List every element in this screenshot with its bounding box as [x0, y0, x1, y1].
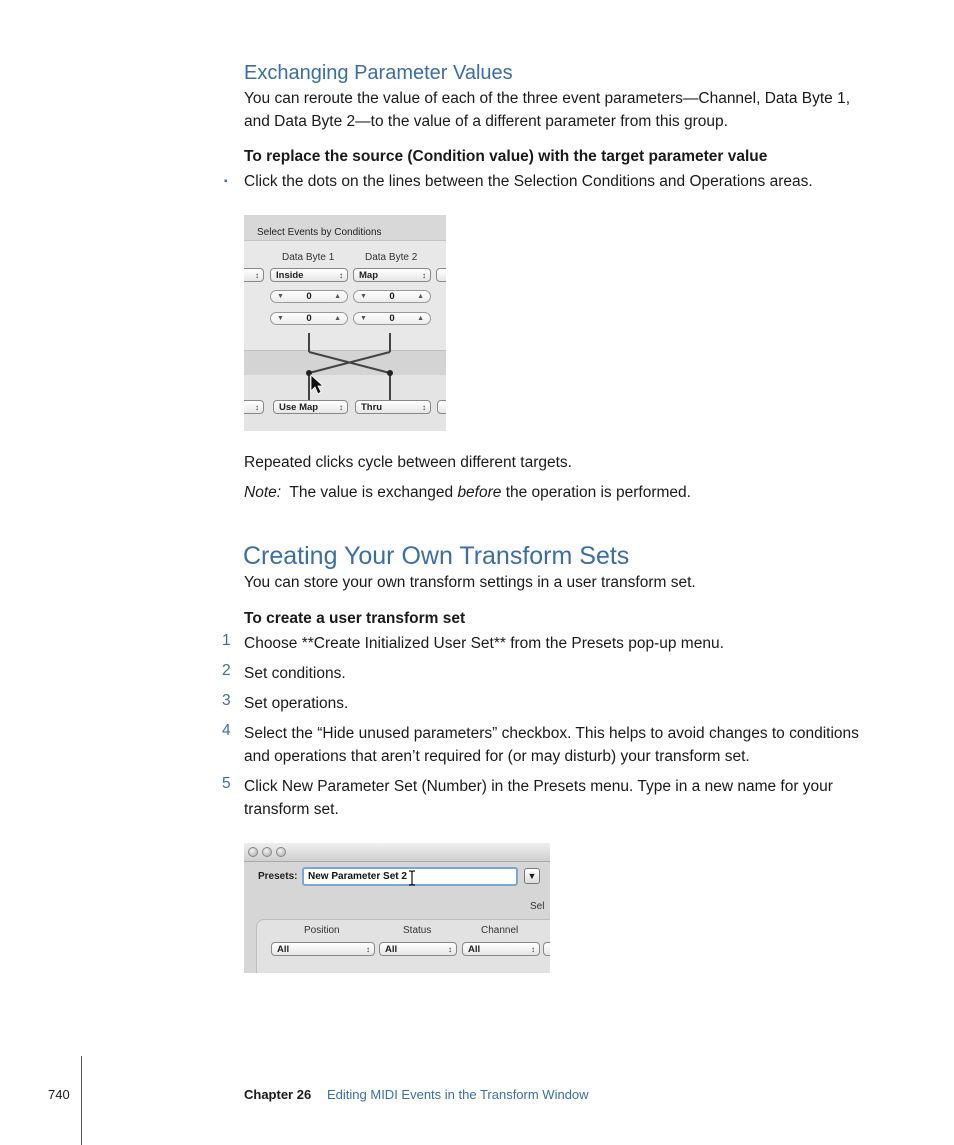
dropdown-arrow-icon: ▼	[527, 871, 537, 881]
down-arrow-icon[interactable]: ▼	[277, 293, 284, 300]
column-data-byte-1: Data Byte 1	[282, 252, 335, 263]
section2-intro: You can store your own transform settings in a user transform set.	[244, 574, 696, 591]
step-number: 2	[222, 662, 231, 679]
mouse-pointer-icon	[311, 375, 323, 394]
chapter-label: Chapter 26	[244, 1087, 312, 1102]
step-number: 1	[222, 632, 231, 649]
popup-value: All	[385, 944, 398, 955]
down-arrow-icon[interactable]: ▼	[360, 293, 367, 300]
step-number: 3	[222, 692, 231, 709]
updown-arrow-icon: ↕	[255, 271, 259, 280]
partial-select-label: Sel	[530, 901, 545, 912]
step-text: Set operations.	[244, 695, 349, 712]
reroute-dot-2[interactable]	[387, 370, 393, 376]
updown-arrow-icon: ↕	[448, 945, 452, 954]
bullet-text: Click the dots on the lines between the Selection Conditions and Operations areas.	[244, 173, 813, 190]
screenshot-select-events	[244, 215, 446, 431]
note-label: Note:	[244, 484, 282, 501]
zoom-button-icon[interactable]	[276, 847, 286, 857]
panel-title: Select Events by Conditions	[257, 227, 382, 238]
popup-value: Inside	[276, 270, 304, 281]
page-number: 740	[48, 1087, 70, 1102]
text-cursor-icon	[408, 870, 416, 886]
bullet-icon: ▪	[224, 176, 228, 187]
step-number: 5	[222, 775, 231, 792]
stepper-value: 0	[389, 291, 395, 302]
popup-channel[interactable]	[462, 942, 540, 956]
up-arrow-icon[interactable]: ▲	[417, 293, 424, 300]
column-position: Position	[304, 925, 340, 936]
popup-operation-byte2[interactable]	[355, 400, 431, 414]
popup-value: All	[277, 944, 290, 955]
window-title-bar	[244, 843, 550, 862]
popup-value: Map	[359, 270, 378, 281]
up-arrow-icon[interactable]: ▲	[417, 315, 424, 322]
screenshot-transform-window	[244, 843, 550, 973]
chapter-title: Editing MIDI Events in the Transform Window	[327, 1087, 589, 1102]
column-channel: Channel	[481, 925, 519, 936]
popup-op-partial-left[interactable]	[244, 400, 264, 414]
updown-arrow-icon: ↕	[339, 403, 343, 412]
note-paragraph	[244, 481, 884, 504]
updown-arrow-icon: ↕	[422, 403, 426, 412]
updown-arrow-icon: ↕	[366, 945, 370, 954]
column-data-byte-2: Data Byte 2	[365, 252, 418, 263]
reroute-lines	[244, 215, 446, 431]
column-status: Status	[403, 925, 432, 936]
step-line: and operations that aren’t required for (or may disturb) your transform set.	[244, 748, 750, 765]
popup-status[interactable]	[379, 942, 457, 956]
down-arrow-icon[interactable]: ▼	[277, 315, 284, 322]
step-number: 4	[222, 722, 231, 739]
presets-menu-button[interactable]	[524, 868, 540, 884]
step-line: Click New Parameter Set (Number) in the Presets menu. Type in a new name for your	[244, 778, 833, 795]
stepper-value: 0	[306, 291, 312, 302]
step-text: Set conditions.	[244, 665, 346, 682]
step-text	[244, 775, 884, 821]
step-line: Select the “Hide unused parameters” checkbox. This helps to avoid changes to conditions	[244, 725, 859, 742]
task-title-replace: To replace the source (Condition value) with the target parameter value	[244, 148, 768, 165]
popup-op-partial-right[interactable]	[437, 400, 446, 414]
presets-label: Presets:	[258, 871, 298, 882]
popup-position[interactable]	[271, 942, 375, 956]
up-arrow-icon[interactable]: ▲	[334, 293, 341, 300]
section-heading-exchanging: Exchanging Parameter Values	[244, 62, 513, 84]
step-line: transform set.	[244, 801, 339, 818]
minimize-button-icon[interactable]	[262, 847, 272, 857]
updown-arrow-icon: ↕	[255, 403, 259, 412]
up-arrow-icon[interactable]: ▲	[334, 315, 341, 322]
note-text-pre: The value is exchanged	[289, 484, 458, 501]
updown-arrow-icon: ↕	[339, 271, 343, 280]
stepper-value: 0	[306, 313, 312, 324]
presets-name-input[interactable]: New Parameter Set 2	[302, 867, 518, 886]
intro-line-2: and Data Byte 2—to the value of a different parameter from this group.	[244, 113, 728, 130]
intro-line-1: You can reroute the value of each of the three event parameters—Channel, Data Byte 1,	[244, 90, 851, 107]
stepper-value: 0	[389, 313, 395, 324]
step-text: Choose **Create Initialized User Set** from the Presets pop-up menu.	[244, 635, 724, 652]
step-text	[244, 722, 884, 768]
note-text-post: the operation is performed.	[501, 484, 691, 501]
popup-operation-byte1[interactable]	[273, 400, 348, 414]
section-heading-creating: Creating Your Own Transform Sets	[243, 542, 630, 570]
updown-arrow-icon: ↕	[531, 945, 535, 954]
close-button-icon[interactable]	[248, 847, 258, 857]
note-emphasis: before	[457, 484, 502, 501]
popup-value: Use Map	[279, 402, 319, 413]
task-title-create: To create a user transform set	[244, 610, 466, 627]
updown-arrow-icon: ↕	[422, 271, 426, 280]
footer-divider	[81, 1056, 82, 1145]
intro-paragraph	[244, 87, 884, 133]
popup-partial-right[interactable]	[543, 942, 550, 956]
popup-value: All	[468, 944, 481, 955]
repeated-clicks-text: Repeated clicks cycle between different targets.	[244, 454, 572, 471]
popup-value: Thru	[361, 402, 383, 413]
down-arrow-icon[interactable]: ▼	[360, 315, 367, 322]
